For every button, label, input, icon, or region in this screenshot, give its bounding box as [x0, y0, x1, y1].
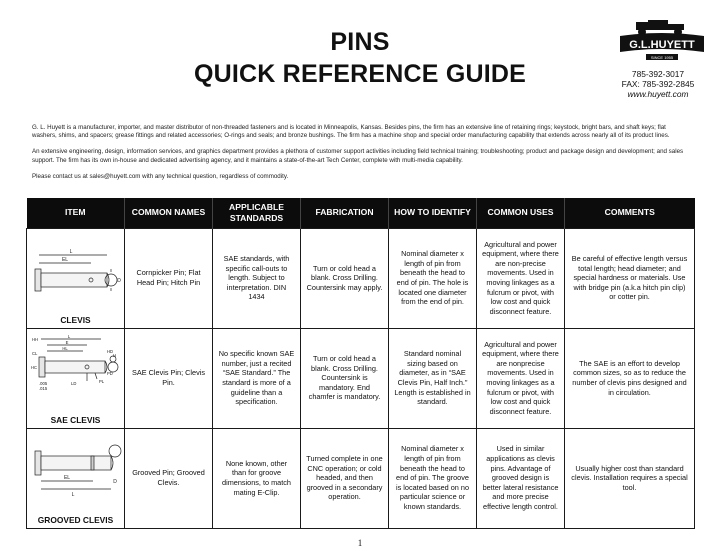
comments-cell: The SAE is an effort to develop common sizes, so as to reduce the number of clevis pins designed and in circulation.: [565, 328, 695, 428]
dim-label-e: E: [65, 339, 69, 345]
logo-brand-text: G.L.HUYETT: [629, 39, 695, 51]
dim-label-pd: PD: [107, 370, 113, 376]
standards-cell: None known, other than for groove dimensions, to match mating E-Clip.: [213, 428, 301, 528]
intro-paragraph-2: An extensive engineering, design, information services, and graphics department provides a plethora of customer support activities including field technical training; troubleshooting; product and package design and development; and sales support. The firm has its own in-house and dedicated advertising agency, and it maintains a state-of-the-art Tech Center, complete with multi-media capability.: [32, 148, 684, 164]
dim-label-005: .005: [39, 380, 48, 386]
phone-number: 785-392-3017: [631, 69, 685, 79]
comments-cell: Usually higher cost than standard clevis. Installation requires a special tool.: [565, 428, 695, 528]
item-name-sae-clevis: SAE CLEVIS: [50, 414, 101, 425]
logo-since-text: SINCE 1955: [650, 55, 674, 60]
common-names-cell: SAE Clevis Pin; Clevis Pin.: [125, 328, 213, 428]
intro-paragraph-3: Please contact us at sales@huyett.com with any technical question, regardless of commodity.: [32, 172, 289, 180]
intro-text: [32, 124, 692, 189]
header-comments: COMMENTS: [565, 198, 695, 228]
identify-cell: Nominal diameter x length of pin from beneath the head to end of pin. The hole is located one diameter from the end of pin.: [389, 228, 477, 328]
dim-label-d: D: [117, 277, 121, 284]
standards-cell: No specific known SAE number, just a recited “SAE Standard.” The standard is more of a guideline than a specification.: [213, 328, 301, 428]
identify-cell: Standard nominal sizing based on diameter, as in “SAE Clevis Pin, Half Inch.” Length is established in standard.: [389, 328, 477, 428]
item-cell-grooved-clevis: [27, 428, 125, 528]
dim-label-hl: HL: [62, 345, 68, 351]
comments-cell: Be careful of effective length versus total length; head diameter; and special hardness or materials. Use with bridge pin (a.k.a hitch pin clip) or cotter pin.: [565, 228, 695, 328]
dim-label-h: H: [113, 352, 117, 358]
table-row: [27, 328, 695, 428]
dim-label-l: L: [67, 333, 71, 339]
intro-paragraph-1: G. L. Huyett is a manufacturer, importer, and master distributor of non-threaded fasteners and is located in Minneapolis, Kansas. Besides pins, the firm has an extensive line of retaining rings; keystock, bright bars, and shaft keys; flat washers, shims, and spacers; grease fittings and related accessories; O-rings and seals; and bronze bushings. The firm has a machine shop and special order manufacturing capability that extends across nearly all of its product lines.: [32, 124, 670, 140]
website-link[interactable]: www.huyett.com: [627, 89, 689, 99]
header-common-names: COMMON NAMES: [125, 198, 213, 228]
item-name-clevis: CLEVIS: [60, 314, 91, 325]
dim-label-el: EL: [61, 256, 69, 263]
dim-label-pl: PL: [99, 378, 105, 384]
pins-reference-table: [26, 198, 695, 529]
header-applicable-standards: APPLICABLE STANDARDS: [213, 198, 301, 228]
table-header-row: [27, 198, 695, 228]
fabrication-cell: Turned complete in one CNC operation; or cold headed, and then grooved in a secondary operation.: [301, 428, 389, 528]
item-cell-sae-clevis: [27, 328, 125, 428]
dim-label-l: L: [71, 491, 75, 498]
uses-cell: Agricultural and power equipment, where there are non-precise movements. Used in moving linkages as a fulcrum or pivot, with low cost and quick disconnect feature.: [477, 228, 565, 328]
dim-label-hc: HC: [31, 364, 38, 370]
header-item: ITEM: [27, 198, 125, 228]
dim-label-015: .015: [39, 385, 48, 391]
header-fabrication: FABRICATION: [301, 198, 389, 228]
fax-number: FAX: 785-392-2845: [621, 79, 695, 89]
uses-cell: Used in similar applications as clevis pins. Advantage of grooved design is better lateral resistance and more precise effective length control.: [477, 428, 565, 528]
item-cell-clevis: [27, 228, 125, 328]
grooved-clevis-pin-diagram: [27, 429, 125, 517]
title-line-pins: PINS: [330, 28, 390, 56]
header-common-uses: COMMON USES: [477, 198, 565, 228]
page-number: 1: [357, 538, 363, 548]
common-names-cell: Cornpicker Pin; Flat Head Pin; Hitch Pin: [125, 228, 213, 328]
dim-label-hd: HD: [107, 348, 114, 354]
dim-label-cl: CL: [32, 350, 38, 356]
fabrication-cell: Turn or cold head a blank. Cross Drilling. Countersink is mandatory. End chamfer is mandatory.: [301, 328, 389, 428]
dim-label-hh: HH: [32, 336, 39, 342]
item-name-grooved-clevis: GROOVED CLEVIS: [37, 514, 114, 525]
dim-label-el: EL: [63, 474, 71, 481]
header-how-to-identify: HOW TO IDENTIFY: [389, 198, 477, 228]
clevis-pin-diagram: [27, 229, 125, 317]
title-line-guide: QUICK REFERENCE GUIDE: [193, 60, 526, 88]
sae-clevis-pin-diagram: [27, 329, 125, 417]
huyett-logo: [618, 18, 706, 62]
identify-cell: Nominal diameter x length of pin from beneath the head to end of pin. The groove is located based on no particular science or known standards.: [389, 428, 477, 528]
dim-label-l: L: [69, 248, 73, 255]
contact-info: [606, 69, 710, 99]
standards-cell: SAE standards, with specific call-outs to length. Subject to interpretation. DIN 1434: [213, 228, 301, 328]
dim-label-ld: LD: [71, 380, 77, 386]
fabrication-cell: Turn or cold head a blank. Cross Drilling. Countersink may apply.: [301, 228, 389, 328]
dim-label-d: D: [113, 478, 117, 485]
common-names-cell: Grooved Pin; Grooved Clevis.: [125, 428, 213, 528]
uses-cell: Agricultural and power equipment, where there are nonprecise movements. Used in moving linkages as a fulcrum or pivot, with low cost and quick disconnect feature.: [477, 328, 565, 428]
table-row: [27, 228, 695, 328]
table-row: [27, 428, 695, 528]
company-logo-block: [606, 18, 710, 99]
